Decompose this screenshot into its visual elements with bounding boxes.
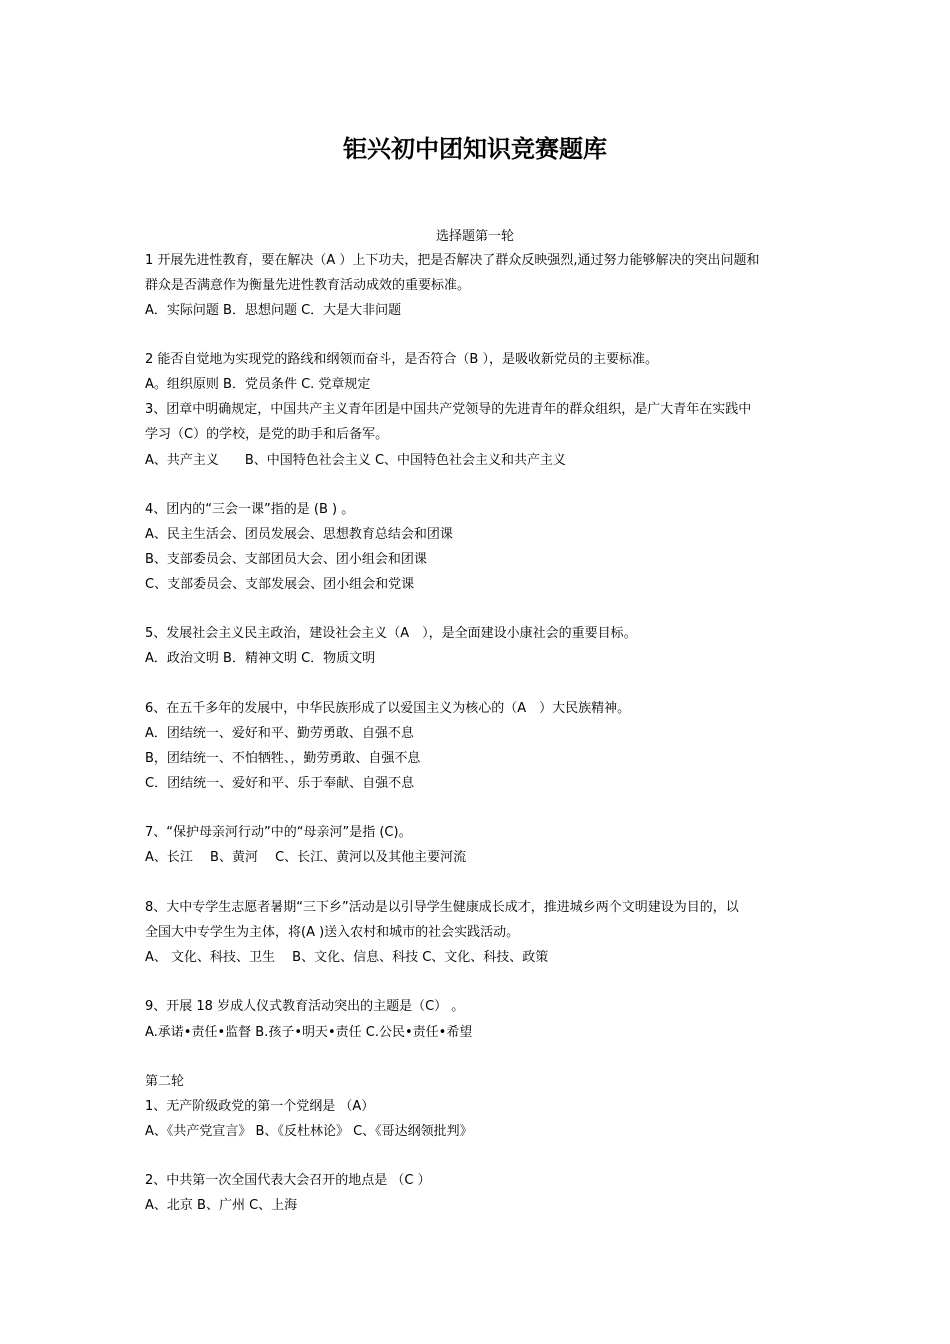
question-line: 2、中共第一次全国代表大会召开的地点是 （C ） [145, 1173, 431, 1188]
options-line: A、北京 B、广州 C、上海 [145, 1198, 298, 1213]
options-line: B、支部委员会、支部团员大会、团小组会和团课 [145, 552, 427, 567]
round1-heading: 选择题第一轮 [435, 229, 514, 244]
question-line: 6、在五千多年的发展中，中华民族形成了以爱国主义为核心的（A ）大民族精神。 [145, 701, 631, 716]
question-line: 全国大中专学生为主体，将(A )送入农村和城市的社会实践活动。 [145, 925, 520, 940]
options-line: A.承诺•责任•监督 B.孩子•明天•责任 C.公民•责任•希望 [145, 1025, 473, 1040]
options-line: A。组织原则 B．党员条件 C. 党章规定 [145, 377, 371, 392]
question-line: 7、“保护母亲河行动”中的“母亲河”是指 (C)。 [145, 825, 412, 840]
question-line: 5、发展社会主义民主政治，建设社会主义（A ），是全面建设小康社会的重要目标。 [145, 626, 637, 641]
options-line: A．政治文明 B．精神文明 C．物质文明 [145, 651, 376, 666]
question-line: 3、团章中明确规定，中国共产主义青年团是中国共产党领导的先进青年的群众组织，是广大青年在实践中 [145, 402, 752, 417]
options-line: B，团结统一、不怕牺牲、，勤劳勇敢、自强不息 [145, 751, 421, 766]
round2-heading: 第二轮 [145, 1074, 185, 1089]
options-line: A、 文化、科技、卫生 B、文化、信息、科技 C、文化、科技、政策 [145, 950, 549, 965]
question-line: 1、无产阶级政党的第一个党纲是 （A） [145, 1099, 375, 1114]
options-line: A、共产主义 B、中国特色社会主义 C、中国特色社会主义和共产主义 [145, 453, 567, 468]
options-line: C．团结统一、爱好和平、乐于奉献、自强不息 [145, 776, 415, 791]
question-line: 学习（C）的学校，是党的助手和后备军。 [145, 427, 389, 442]
question-line: 9、开展 18 岁成人仪式教育活动突出的主题是（C） 。 [145, 999, 465, 1014]
question-line: 2 能否自觉地为实现党的路线和纲领而奋斗，是否符合（B ），是吸收新党员的主要标准。 [145, 352, 658, 367]
options-line: A、《共产党宣言》 B、《反杜林论》 C、《哥达纲领批判》 [145, 1124, 473, 1139]
question-line: 4、团内的“三会一课”指的是 (B ) 。 [145, 502, 355, 517]
options-line: A．实际问题 B．思想问题 C．大是大非问题 [145, 303, 402, 318]
options-line: C、支部委员会、支部发展会、团小组会和党课 [145, 577, 415, 592]
options-line: A、民主生活会、团员发展会、思想教育总结会和团课 [145, 527, 453, 542]
options-line: A．团结统一、爱好和平、勤劳勇敢、自强不息 [145, 726, 414, 741]
question-line: 1 开展先进性教育，要在解决（A ）上下功夫，把是否解决了群众反映强烈,通过努力能够解决的突出问题和 [145, 253, 760, 268]
options-line: A、长江 B、黄河 C、长江、黄河以及其他主要河流 [145, 850, 467, 865]
document-title: 钜兴初中团知识竞赛题库 [343, 135, 607, 163]
question-line: 8、大中专学生志愿者暑期“三下乡”活动是以引导学生健康成长成才，推进城乡两个文明建设为目的，以 [145, 900, 739, 915]
question-line: 群众是否满意作为衡量先进性教育活动成效的重要标准。 [145, 278, 471, 293]
